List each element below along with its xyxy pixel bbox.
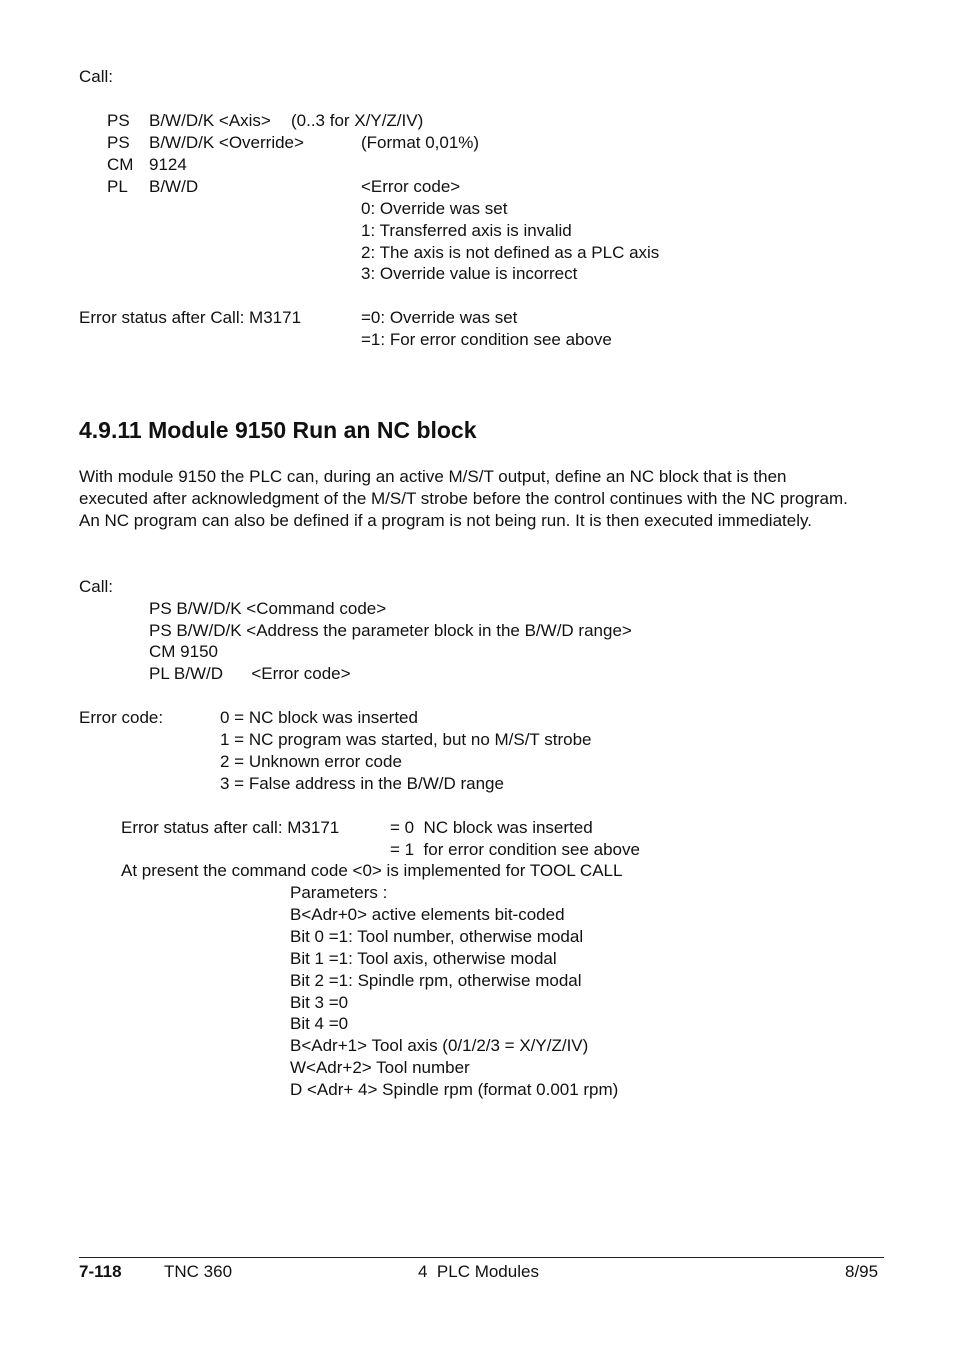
instruction-note: (0..3 for X/Y/Z/IV) bbox=[291, 111, 424, 130]
instruction-line: CM 9150 bbox=[149, 642, 218, 661]
error-code-item: 0: Override was set bbox=[361, 199, 508, 218]
instruction-arg: B/W/D/K <Axis> bbox=[149, 111, 271, 130]
parameter-line: W<Adr+2> Tool number bbox=[290, 1058, 470, 1077]
instruction-arg: B/W/D/K <Override> bbox=[149, 133, 304, 152]
instruction-line: PL B/W/D <Error code> bbox=[149, 664, 351, 683]
error-status-value: =0: Override was set bbox=[361, 308, 518, 327]
instruction-note: (Format 0,01%) bbox=[361, 133, 480, 152]
parameter-line: D <Adr+ 4> Spindle rpm (format 0.001 rpm) bbox=[290, 1080, 619, 1099]
footer-page-number: 7-118 bbox=[79, 1262, 122, 1281]
call-label: Call: bbox=[79, 577, 114, 596]
section-paragraph: With module 9150 the PLC can, during an active M/S/T output, define an NC block that is then executed after acknowledgment of the M/S/T strobe before the control continues with the NC program. An NC program can also be defined if a program is not being run. It is then executed immediately. bbox=[79, 467, 848, 530]
error-code-item: 3 = False address in the B/W/D range bbox=[220, 774, 504, 793]
footer-chapter: 4 PLC Modules bbox=[418, 1262, 539, 1281]
error-status-value: = 1 for error condition see above bbox=[390, 840, 640, 859]
parameter-line: B<Adr+1> Tool axis (0/1/2/3 = X/Y/Z/IV) bbox=[290, 1036, 589, 1055]
parameter-line: Bit 0 =1: Tool number, otherwise modal bbox=[290, 927, 584, 946]
section-heading: 4.9.11 Module 9150 Run an NC block bbox=[79, 417, 477, 443]
error-status-label: Error status after call: M3171 bbox=[121, 818, 340, 837]
error-code-label: Error code: bbox=[79, 708, 164, 727]
parameter-line: B<Adr+0> active elements bit-coded bbox=[290, 905, 565, 924]
error-code-item: 2: The axis is not defined as a PLC axis bbox=[361, 243, 660, 262]
instruction-op: PS bbox=[107, 133, 130, 152]
footer-date: 8/95 bbox=[845, 1262, 879, 1281]
footer-product: TNC 360 bbox=[164, 1262, 233, 1281]
instruction-arg: 9124 bbox=[149, 155, 187, 174]
instruction-op: CM bbox=[107, 155, 134, 174]
parameter-line: Bit 4 =0 bbox=[290, 1014, 349, 1033]
instruction-line: PS B/W/D/K <Command code> bbox=[149, 599, 387, 618]
error-code-item: 1 = NC program was started, but no M/S/T strobe bbox=[220, 730, 592, 749]
error-code-item: 1: Transferred axis is invalid bbox=[361, 221, 572, 240]
instruction-line: PS B/W/D/K <Address the parameter block in the B/W/D range> bbox=[149, 621, 632, 640]
error-status-label: Error status after Call: M3171 bbox=[79, 308, 302, 327]
parameter-line: Parameters : bbox=[290, 883, 388, 902]
error-status-value: = 0 NC block was inserted bbox=[390, 818, 593, 837]
error-code-item: 3: Override value is incorrect bbox=[361, 264, 578, 283]
call-label: Call: bbox=[79, 67, 114, 86]
command-code-note: At present the command code <0> is implemented for TOOL CALL bbox=[121, 861, 623, 880]
error-code-item: 0 = NC block was inserted bbox=[220, 708, 418, 727]
error-status-value: =1: For error condition see above bbox=[361, 330, 612, 349]
instruction-note: <Error code> bbox=[361, 177, 461, 196]
error-code-item: 2 = Unknown error code bbox=[220, 752, 402, 771]
instruction-op: PS bbox=[107, 111, 130, 130]
instruction-op: PL bbox=[107, 177, 128, 196]
parameter-line: Bit 1 =1: Tool axis, otherwise modal bbox=[290, 949, 557, 968]
footer-rule bbox=[79, 1257, 884, 1258]
parameter-line: Bit 2 =1: Spindle rpm, otherwise modal bbox=[290, 971, 582, 990]
parameter-line: Bit 3 =0 bbox=[290, 993, 349, 1012]
instruction-arg: B/W/D bbox=[149, 177, 199, 196]
